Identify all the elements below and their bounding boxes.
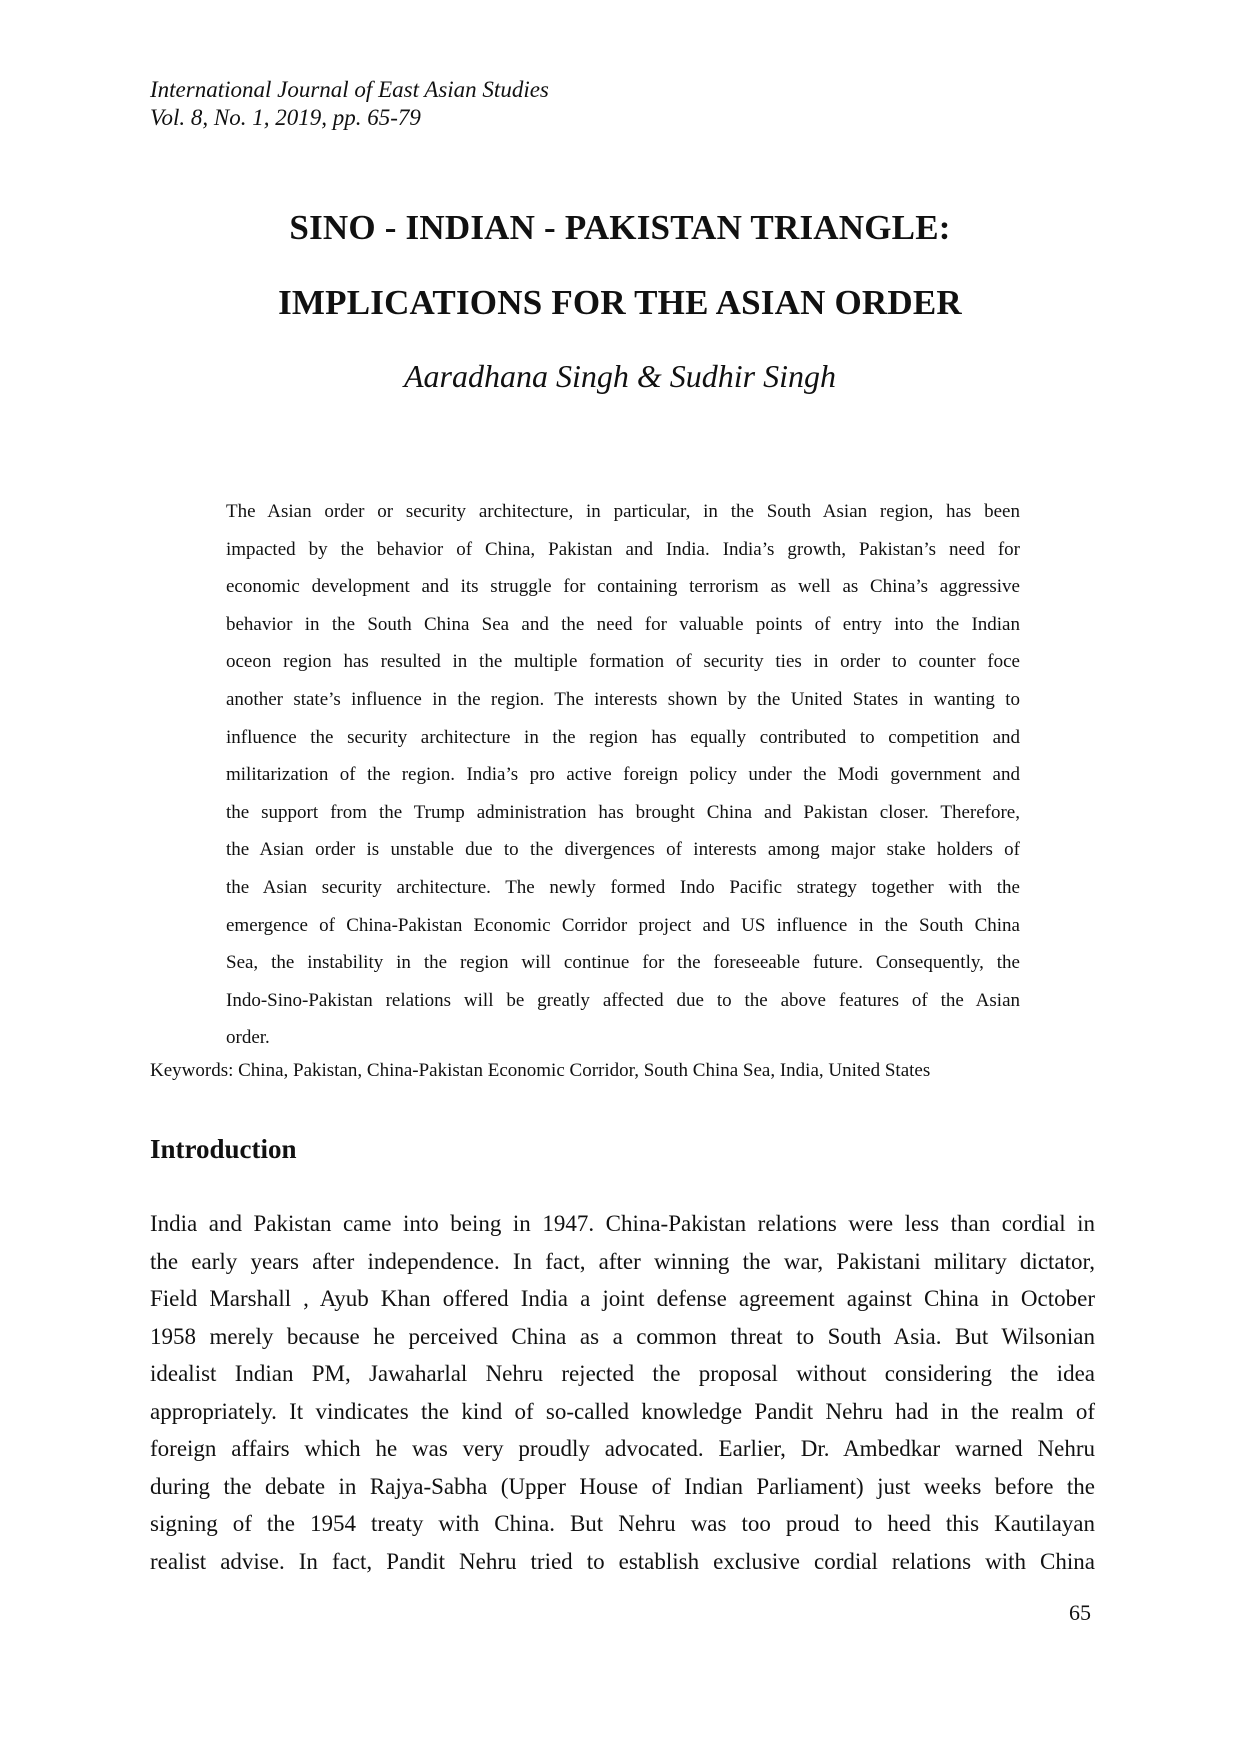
- abstract-line: The Asian order or security architecture, in particular, in the South Asian region, has been: [226, 501, 1020, 522]
- abstract-line: Sea, the instability in the region will continue for the foreseeable future. Consequently, the: [226, 952, 1020, 974]
- abstract-line: impacted by the behavior of China, Pakistan and India. India’s growth, Pakistan’s need for: [226, 538, 1020, 560]
- body-line: realist advise. In fact, Pandit Nehru tried to establish exclusive cordial relations with China: [150, 1548, 1095, 1574]
- journal-header: [150, 76, 549, 132]
- body-line: appropriately. It vindicates the kind of so-called knowledge Pandit Nehru had in the realm of: [150, 1398, 1095, 1424]
- abstract-line: behavior in the South China Sea and the need for valuable points of entry into the Indian: [226, 613, 1020, 635]
- body-line: idealist Indian PM, Jawaharlal Nehru rejected the proposal without considering the idea: [150, 1361, 1095, 1386]
- abstract-line: influence the security architecture in the region has equally contributed to competition and: [226, 726, 1020, 748]
- abstract-line: another state’s influence in the region. The interests shown by the United States in wanting to: [226, 688, 1020, 710]
- journal-volume: Vol. 8, No. 1, 2019, pp. 65-79: [150, 105, 421, 130]
- abstract-line: economic development and its struggle for containing terrorism as well as China’s aggressive: [226, 576, 1020, 598]
- abstract-line: the Asian order is unstable due to the divergences of interests among major stake holders of: [226, 839, 1020, 861]
- introduction-body: [150, 1205, 1095, 1580]
- body-line: Field Marshall , Ayub Khan offered India a joint defense agreement against China in October: [150, 1286, 1095, 1311]
- body-line: foreign affairs which he was very proudly advocated. Earlier, Dr. Ambedkar warned Nehru: [150, 1436, 1095, 1461]
- body-line: India and Pakistan came into being in 1947. China-Pakistan relations were less than cordial in: [150, 1211, 1095, 1236]
- abstract-line: the support from the Trump administration has brought China and Pakistan closer. Therefore,: [226, 801, 1020, 823]
- abstract-line: order.: [226, 1027, 270, 1049]
- abstract-line: oceon region has resulted in the multiple formation of security ties in order to counter foce: [226, 651, 1020, 673]
- body-line: the early years after independence. In fact, after winning the war, Pakistani military dictator,: [150, 1248, 1095, 1274]
- journal-name: International Journal of East Asian Studies: [150, 77, 549, 102]
- body-line: 1958 merely because he perceived China as a common threat to South Asia. But Wilsonian: [150, 1323, 1095, 1349]
- article-title-line-2: IMPLICATIONS FOR THE ASIAN ORDER: [278, 283, 962, 322]
- abstract-line: Indo-Sino-Pakistan relations will be greatly affected due to the above features of the Asian: [226, 989, 1020, 1011]
- abstract-line: the Asian security architecture. The newly formed Indo Pacific strategy together with the: [226, 876, 1020, 898]
- body-line: during the debate in Rajya-Sabha (Upper House of Indian Parliament) just weeks before the: [150, 1473, 1095, 1499]
- page-number: 65: [1069, 1600, 1091, 1625]
- abstract-line: militarization of the region. India’s pro active foreign policy under the Modi government and: [226, 764, 1020, 786]
- article-title-line-1: SINO - INDIAN - PAKISTAN TRIANGLE:: [289, 208, 951, 247]
- section-heading-introduction: Introduction: [150, 1134, 297, 1164]
- keywords: Keywords: China, Pakistan, China-Pakistan Economic Corridor, South China Sea, India, United States: [150, 1060, 931, 1081]
- article-authors: Aaradhana Singh & Sudhir Singh: [403, 358, 836, 394]
- abstract: [226, 493, 1020, 1057]
- abstract-line: emergence of China-Pakistan Economic Corridor project and US influence in the South China: [226, 914, 1020, 936]
- body-line: signing of the 1954 treaty with China. But Nehru was too proud to heed this Kautilayan: [150, 1511, 1095, 1536]
